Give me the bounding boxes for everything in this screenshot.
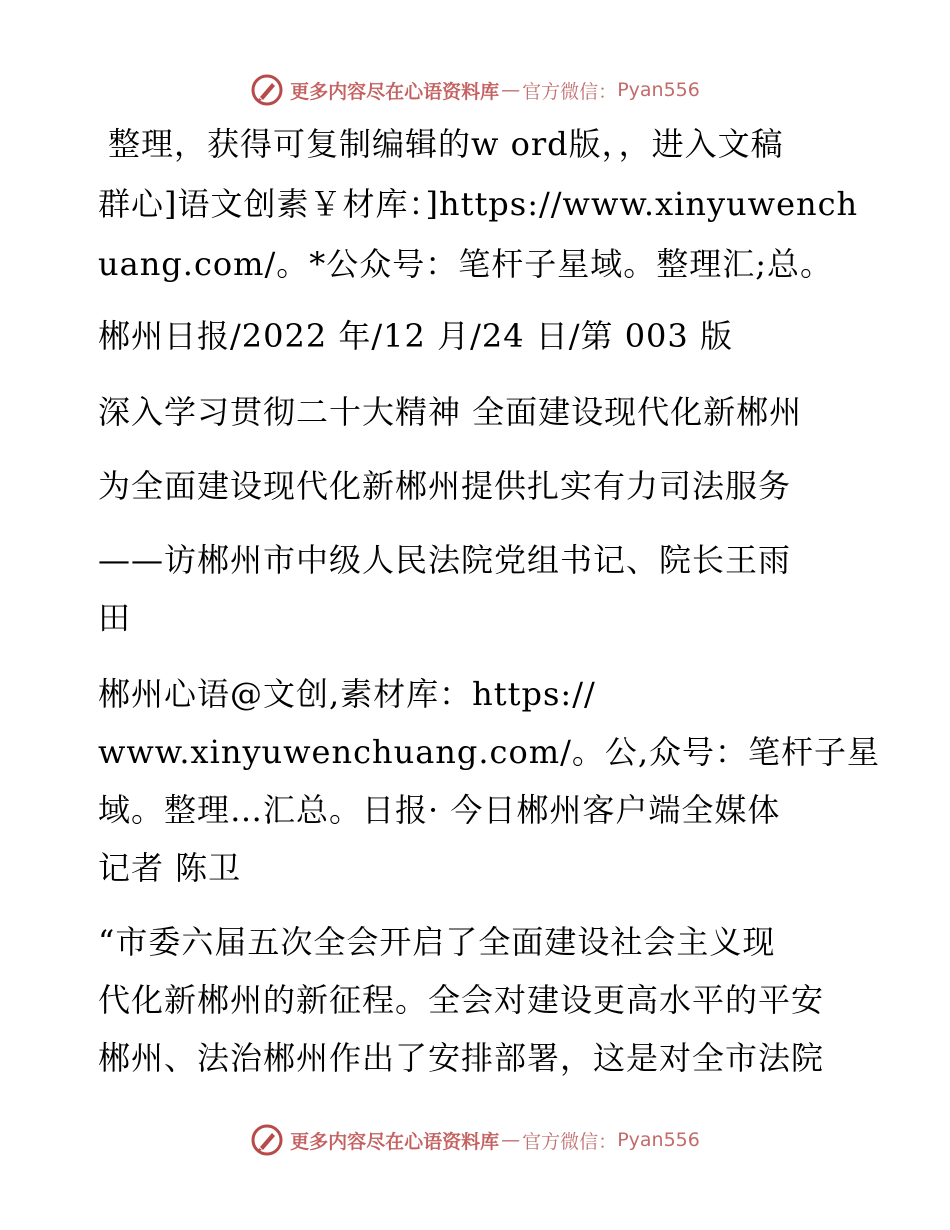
headline-main: 深入学习贯彻二十大精神 全面建设现代化新郴州 <box>98 393 803 431</box>
watermark-brand: 更多内容尽在心语资料库 <box>290 80 500 103</box>
pen-logo-icon <box>250 73 284 107</box>
byline-line-1: 郴州心语@文创,素材库：https:// <box>98 675 596 713</box>
intro-line-2: 群心]语文创素￥材库：]https://www.xinyuwench <box>98 185 859 223</box>
body-line-1: “市委六届五次全会开启了全面建设社会主义现 <box>98 923 776 961</box>
footer-watermark <box>0 1120 950 1160</box>
body-line-3: 郴州、法治郴州作出了安排部署，这是对全市法院 <box>98 1039 825 1077</box>
watermark-label: 官方微信： <box>522 1130 618 1153</box>
watermark-label: 官方微信： <box>522 80 618 103</box>
headline-secondary: 为全面建设现代化新郴州提供扎实有力司法服务 <box>98 467 792 505</box>
byline-line-3: 域。整理…汇总。日报· 今日郴州客户端全媒体 <box>98 791 781 829</box>
watermark-dash: — <box>501 79 521 101</box>
subhead-line-1: ——访郴州市中级人民法院党组书记、院长王雨 <box>98 541 792 579</box>
intro-line-3: uang.com/。*公众号：笔杆子星域。整理汇;总。 <box>98 245 834 283</box>
header-watermark <box>0 70 950 110</box>
watermark-dash: — <box>501 1129 521 1151</box>
subhead-line-2: 田 <box>98 599 132 637</box>
byline-line-2: www.xinyuwenchuang.com/。公,众号：笔杆子星 <box>98 733 881 771</box>
watermark-brand: 更多内容尽在心语资料库 <box>290 1130 500 1153</box>
byline-line-4: 记者 陈卫 <box>98 849 242 887</box>
pen-logo-icon <box>250 1123 284 1157</box>
intro-line-1: 整理，获得可复制编辑的w ord版，，进入文稿 <box>108 125 784 163</box>
dateline: 郴州日报/2022 年/12 月/24 日/第 003 版 <box>98 317 733 355</box>
watermark-wechat-id: Pyan556 <box>617 1129 700 1151</box>
body-line-2: 代化新郴州的新征程。全会对建设更高水平的平安 <box>98 981 825 1019</box>
watermark-wechat-id: Pyan556 <box>617 79 700 101</box>
